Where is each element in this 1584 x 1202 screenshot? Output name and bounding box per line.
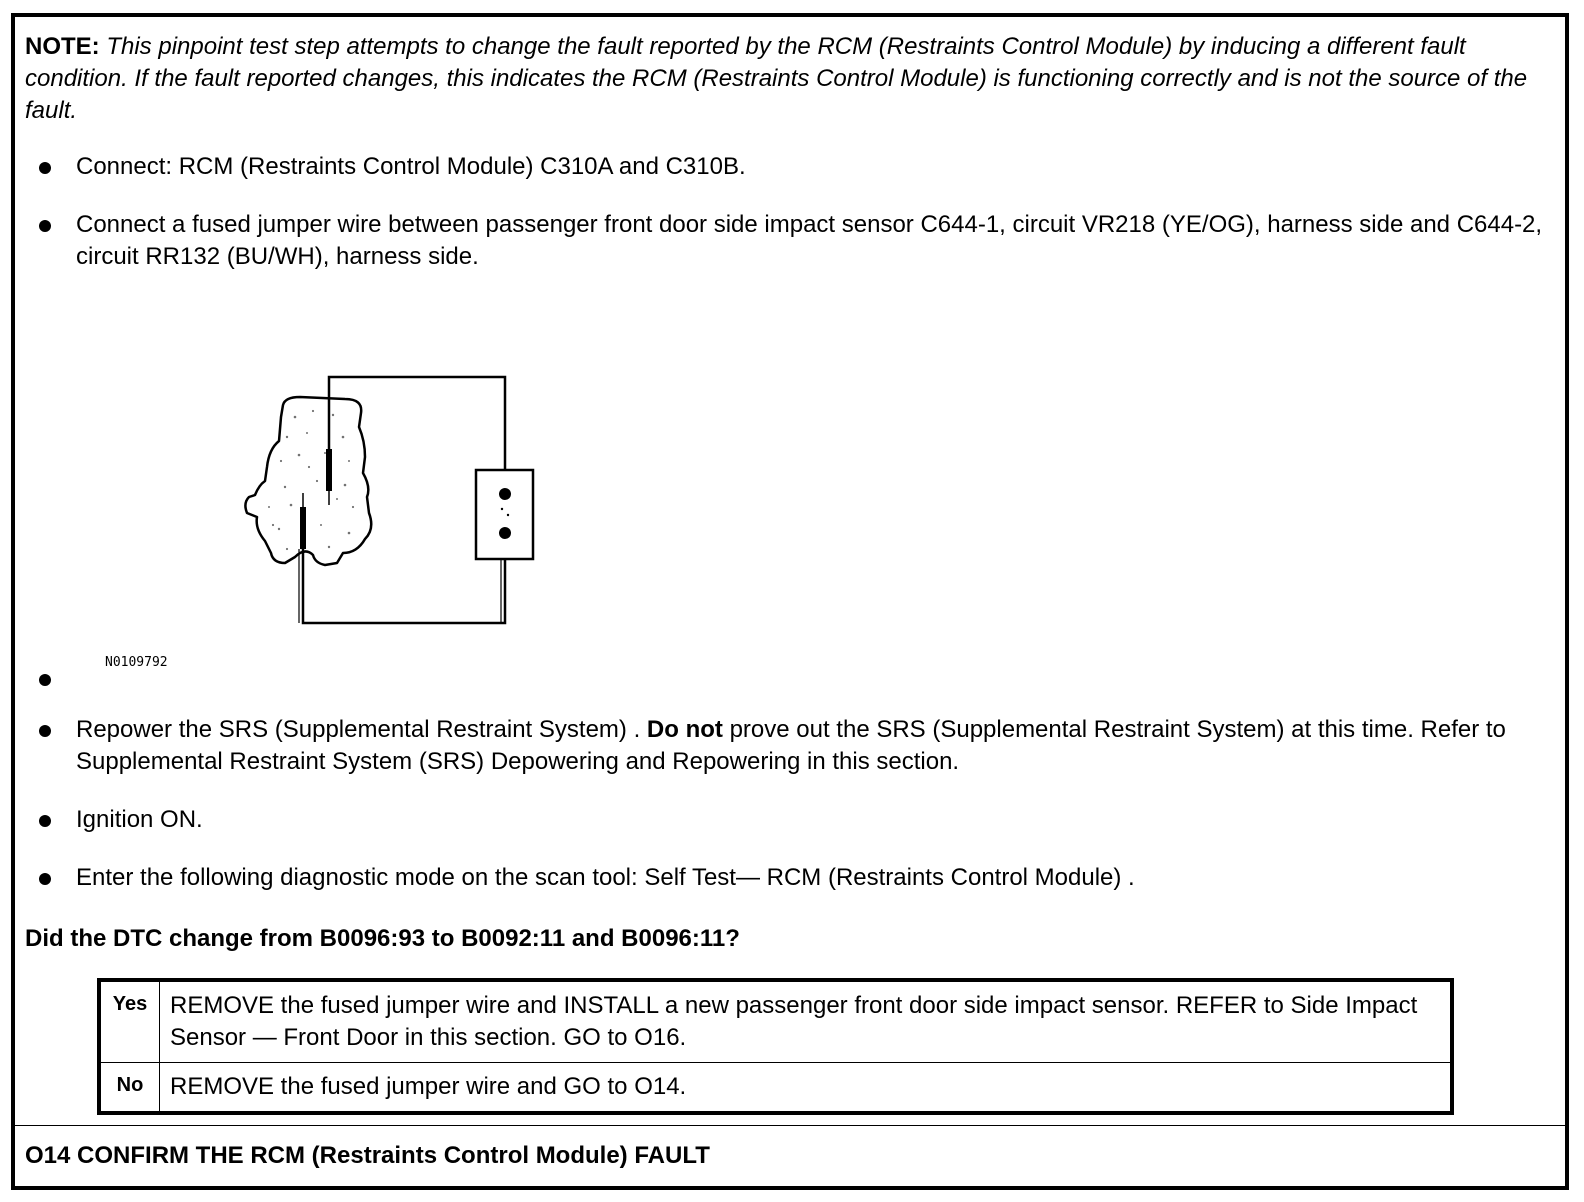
step-text: Connect: RCM (Restraints Control Module) C310A and C310B. (76, 153, 746, 180)
connector-diagram (225, 357, 545, 627)
no-label: No (99, 1063, 160, 1114)
note-text: This pinpoint test step attempts to change the fault reported by the RCM (Restraints Control Module) by inducing a different fault condition. If the fault reported changes, this indicates the RCM (Restraints Control Module) is functioning correctly and is not the source of the fault. (25, 33, 1528, 124)
step-text (76, 714, 1546, 778)
bullet-icon (39, 815, 51, 827)
bullet-icon (39, 220, 51, 232)
step-text: Ignition ON. (76, 806, 203, 833)
section-divider (15, 1125, 1565, 1126)
yes-action: REMOVE the fused jumper wire and INSTALL a new passenger front door side impact sensor. REFER to Side Impact Sensor — Front Door in this section. GO to O16. (160, 980, 1453, 1063)
test-question: Did the DTC change from B0096:93 to B0092:11 and B0096:11? (25, 925, 740, 952)
step-text: Connect a fused jumper wire between passenger front door side impact sensor C644-1, circuit VR218 (YE/OG), harness side and C644-2, circuit RR132 (BU/WH), harness side. (76, 211, 1543, 270)
terminal-1 (499, 488, 511, 500)
bullet-icon (39, 162, 51, 174)
terminal-2 (499, 527, 511, 539)
harness-terminal-block (476, 470, 533, 559)
note-label: NOTE: (25, 33, 100, 60)
side-impact-sensor-connector (245, 397, 371, 565)
next-step-heading: O14 CONFIRM THE RCM (Restraints Control Module) FAULT (25, 1142, 710, 1169)
jumper-wire-illustration (225, 357, 545, 627)
step-text-after: prove out the SRS (Supplemental Restraint System) at this time. Refer to Supplemental Restraint System (SRS) Depowering and Repowering in this section. (76, 716, 1506, 775)
yes-label: Yes (99, 980, 160, 1063)
do-not-warning: Do not (646, 716, 723, 743)
step-text: Enter the following diagnostic mode on the scan tool: Self Test— RCM (Restraints Control Module) . (76, 864, 1135, 891)
bullet-icon (39, 674, 51, 686)
no-row (99, 1063, 1452, 1114)
bullet-icon (39, 873, 51, 885)
yes-row (99, 980, 1452, 1063)
lower-probe (300, 507, 306, 549)
note-paragraph (25, 31, 1555, 127)
bullet-icon (39, 725, 51, 737)
figure-id: N0109792 (105, 655, 168, 670)
document-frame (11, 13, 1569, 1190)
yes-no-table (97, 978, 1454, 1115)
step-text-before: Repower the SRS (Supplemental Restraint System) . (76, 716, 641, 743)
no-action: REMOVE the fused jumper wire and GO to O14. (160, 1063, 1453, 1114)
upper-probe (326, 449, 332, 491)
